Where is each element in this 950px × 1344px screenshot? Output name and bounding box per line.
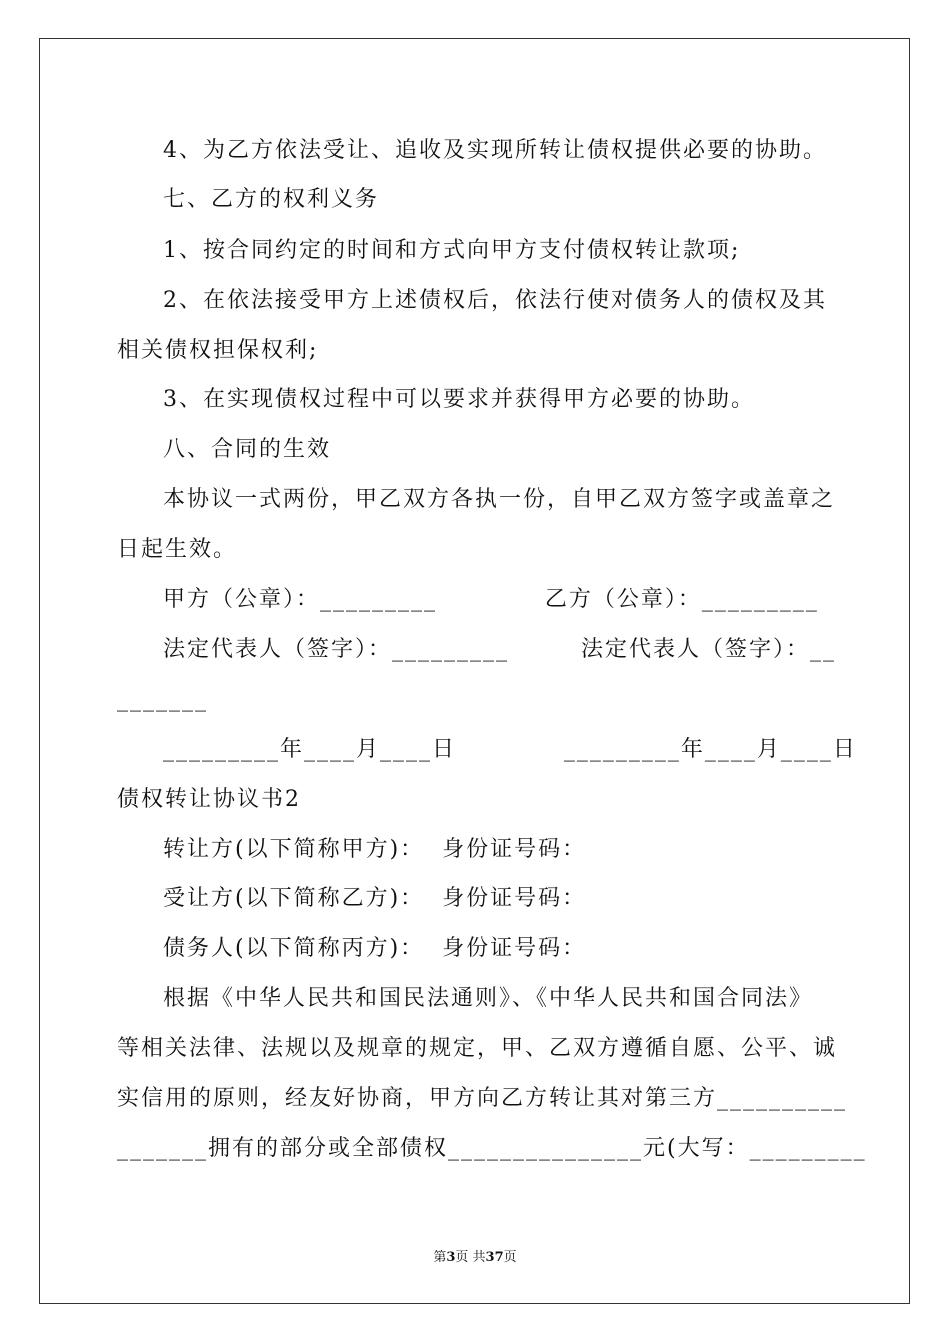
paragraph-line: 实信用的原则，经友好协商，甲方向乙方转让其对第三方__________ bbox=[117, 1086, 848, 1111]
paragraph-line: 等相关法律、法规以及规章的规定，甲、乙双方遵循自愿、公平、诚 bbox=[117, 1036, 838, 1061]
page-border bbox=[39, 38, 910, 1304]
signature-line: _______ bbox=[117, 687, 208, 712]
date-line: _________年____月____日 _________年____月____日 bbox=[163, 737, 857, 762]
paragraph-line: 相关债权担保权利; bbox=[117, 338, 319, 363]
party-line: 转让方(以下简称甲方)： 身份证号码： bbox=[163, 837, 587, 862]
footer-suffix: 页 bbox=[503, 1250, 517, 1265]
section-heading: 八、合同的生效 bbox=[163, 437, 332, 462]
paragraph-line: 本协议一式两份，甲乙双方各执一份，自甲乙双方签字或盖章之 bbox=[163, 487, 836, 512]
footer-prefix: 第 bbox=[433, 1250, 447, 1265]
paragraph-line: _______拥有的部分或全部债权_______________元(大写：_________ bbox=[117, 1136, 867, 1161]
paragraph-line: 4、为乙方依法受让、追收及实现所转让债权提供必要的协助。 bbox=[163, 138, 827, 163]
section-heading: 七、乙方的权利义务 bbox=[163, 187, 380, 212]
document-title: 债权转让协议书2 bbox=[117, 787, 301, 812]
page-footer bbox=[0, 1246, 950, 1265]
signature-line: 甲方（公章）：_________ 乙方（公章）：_________ bbox=[163, 587, 819, 612]
footer-page-number: 3 bbox=[446, 1250, 456, 1265]
footer-middle: 页 共 bbox=[455, 1250, 486, 1265]
party-line: 受让方(以下简称乙方)： 身份证号码： bbox=[163, 886, 587, 911]
paragraph-line: 1、按合同约定的时间和方式向甲方支付债权转让款项; bbox=[163, 238, 741, 263]
signature-line: 法定代表人（签字）：_________ 法定代表人（签字）：__ bbox=[163, 637, 836, 662]
paragraph-line: 3、在实现债权过程中可以要求并获得甲方必要的协助。 bbox=[163, 387, 755, 412]
paragraph-line: 根据《中华人民共和国民法通则》、《中华人民共和国合同法》 bbox=[163, 986, 814, 1011]
paragraph-line: 日起生效。 bbox=[117, 537, 238, 562]
party-line: 债务人(以下简称丙方)： 身份证号码： bbox=[163, 936, 587, 961]
paragraph-line: 2、在依法接受甲方上述债权后，依法行使对债务人的债权及其 bbox=[163, 288, 827, 313]
footer-total-pages: 37 bbox=[485, 1250, 504, 1265]
